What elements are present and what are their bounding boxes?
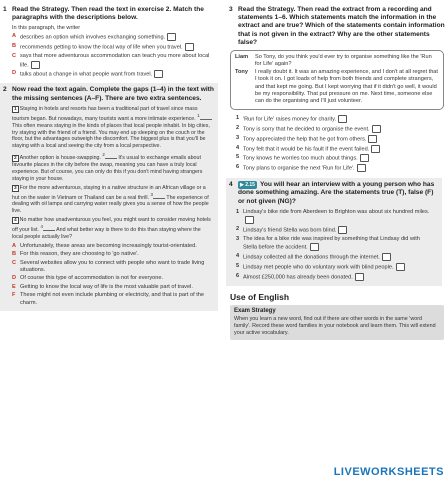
paragraph-number: 3	[14, 185, 17, 191]
sentence-option	[12, 275, 210, 282]
option-text: describes an option which involves exchanging something.	[20, 34, 166, 41]
option-text: recommends getting to know the local way of life when you travel.	[20, 44, 183, 51]
statement-item	[236, 135, 442, 144]
answer-box[interactable]	[371, 145, 380, 153]
answer-box[interactable]	[185, 43, 194, 51]
statement-number: 2	[236, 226, 240, 233]
gap-input[interactable]	[43, 230, 55, 231]
statement-number: 1	[236, 114, 240, 121]
text-paragraph	[12, 185, 212, 216]
statement-number: 3	[236, 236, 240, 242]
answer-box[interactable]	[245, 216, 254, 224]
dialogue-box	[230, 50, 444, 110]
paragraph-text-end: And what better way is there to do this than staying where the local people actually live?	[12, 227, 201, 241]
gap-number: 2	[102, 151, 105, 157]
option-letter: D	[12, 70, 17, 77]
statement-number: 5	[236, 263, 240, 270]
statement-text: 'Run for Life' raises money for charity.	[243, 116, 337, 123]
statement-item	[236, 253, 434, 262]
option-letter: A	[12, 33, 17, 40]
option-text: talks about a change in what people want from travel.	[20, 71, 153, 78]
statement-number: 3	[236, 134, 240, 141]
sentence-option	[12, 292, 210, 307]
dialogue-text: So Tony, do you think you'd ever try to organise something like the 'Run for Life' again?	[255, 54, 432, 68]
option-text: says that more adventurous accommodation can teach you more about local life.	[20, 53, 210, 69]
statement-number: 5	[236, 154, 240, 161]
statement-item	[236, 164, 442, 173]
statement-item	[236, 209, 434, 225]
gap-number: 3	[150, 191, 153, 197]
audio-track-badge[interactable]: ▶ 2.15	[240, 182, 255, 189]
option-text: For this reason, they are choosing to 'go native'.	[20, 251, 139, 258]
statement-item	[236, 154, 442, 163]
paragraph-text: No matter how unadventurous you feel, you might want to consider moving hotels off your list.	[12, 217, 211, 234]
statement-text: Lindsay's friend Stella was born blind.	[243, 227, 337, 234]
exercise-1-instruction	[0, 6, 222, 22]
paragraph-number: 2	[14, 155, 17, 161]
answer-box[interactable]	[310, 243, 319, 251]
answer-box[interactable]	[368, 135, 377, 143]
statement-item	[236, 115, 442, 124]
exercise-1-intro: In this paragraph, the writer	[12, 25, 81, 32]
exam-strategy-box	[230, 305, 444, 340]
gap-number: 4	[40, 224, 43, 230]
option-item	[12, 70, 218, 79]
option-letter: C	[12, 53, 17, 60]
statement-item	[236, 273, 434, 282]
exercise-2-number: 2	[3, 86, 7, 94]
statement-number: 6	[236, 273, 240, 280]
speaker-name: Tony	[235, 68, 248, 75]
exercise-1-options	[0, 33, 222, 79]
paragraph-number: 4	[14, 218, 17, 224]
statement-item	[236, 263, 434, 272]
paragraph-text-end: It's usual to exchange emails about favourite places in the city before the swap, meaning you can have a truly local experience. But of course, you can only do this if you don't mind having strangers staying in your house.	[12, 154, 203, 182]
exercise-2-panel	[0, 83, 218, 311]
dialogue-text: I really doubt it. It was an amazing experience, and I don't at all regret that I took it on. I got loads of help from both friends and complete strangers, and that kept me going. But I kept worrying that if it didn't go well, it would be my responsibility. That put pressure on me. Next time, someone else can do the organising and I'll just volunteer.	[255, 68, 438, 105]
statement-number: 2	[236, 124, 240, 131]
statement-text: Tony plans to organise the next 'Run for Life'.	[243, 165, 355, 172]
exercise-3-text: Read the Strategy. Then read the extract from a recording and statements 1–6. Which statements match the information in the extract and are true? Which of the statements contain information that is not given in the extract? Why are the other statements false?	[238, 6, 445, 46]
answer-box[interactable]	[338, 115, 347, 123]
answer-box[interactable]	[154, 70, 163, 78]
paragraph-text-end: The experience of dealing with oil lamps and carrying water really gives you a sense of how the people live.	[12, 194, 209, 215]
statement-text: Lindsay met people who do voluntary work with blind people.	[243, 264, 394, 271]
statement-item	[236, 226, 434, 235]
exercise-2-options	[0, 243, 214, 307]
exercise-3-instruction	[226, 6, 446, 47]
statement-text: Tony is sorry that he decided to organise the event.	[243, 126, 370, 133]
exercise-2-text-body	[0, 106, 214, 241]
answer-box[interactable]	[355, 273, 364, 281]
exercise-2-instruction	[0, 86, 214, 102]
paragraph-text: Staying in hotels and resorts has been a traditional part of travel since mass tourism began. But nowadays, many tourists want a more intimate experience.	[12, 105, 198, 122]
answer-box[interactable]	[382, 253, 391, 261]
statement-text: Lindsay collected all the donations through the internet.	[243, 254, 380, 261]
option-letter: B	[12, 43, 17, 50]
option-letter: A	[12, 242, 17, 249]
statement-number: 4	[236, 144, 240, 151]
left-column	[0, 6, 222, 311]
sentence-option	[12, 251, 210, 258]
use-of-english-heading: Use of English	[230, 291, 290, 302]
statement-text: Tony appreciated the help that he got from others.	[243, 136, 367, 143]
statement-item	[236, 145, 442, 154]
statement-item	[236, 236, 434, 252]
statement-number: 4	[236, 253, 240, 260]
liveworksheets-logo	[334, 466, 444, 478]
audio-track-number: 2.15	[245, 182, 255, 189]
exercise-4-instruction	[226, 181, 438, 206]
speaker-name: Liam	[235, 54, 249, 61]
statement-text: Almost £250,000 has already been donated.	[243, 274, 353, 281]
gap-number: 1	[197, 113, 200, 119]
exercise-4-statements	[226, 209, 438, 282]
text-paragraph	[12, 106, 212, 150]
option-text: Getting to know the local way of life is the most valuable part of travel.	[20, 283, 193, 290]
exercise-3-statements	[226, 115, 446, 173]
exam-strategy-text: When you learn a new word, find out if there are other words in the same 'word family'. Record these word families in your notebook and learn them. This will extend your active vocabulary.	[234, 315, 436, 336]
answer-box[interactable]	[360, 154, 369, 162]
option-text: Several websites allow you to connect with people who want to trade living situations.	[20, 259, 205, 274]
exercise-4-panel	[226, 178, 442, 286]
statement-text: Tony felt that it would be his fault if the event failed.	[243, 146, 370, 153]
statement-number: 1	[236, 208, 240, 215]
exercise-1-text: Read the Strategy. Then read the text in exercise 2. Match the paragraphs with the descriptions below.	[12, 6, 204, 22]
text-paragraph	[12, 152, 212, 183]
dialogue-line	[235, 54, 439, 69]
option-item	[12, 53, 218, 69]
exercise-2-text: Now read the text again. Complete the gaps (1–4) in the text with the missing sentences (A–F). There are two extra sentences.	[12, 86, 214, 102]
gap-input[interactable]	[153, 198, 165, 199]
gap-input[interactable]	[200, 119, 212, 120]
text-paragraph	[12, 217, 212, 241]
option-letter: E	[12, 283, 16, 290]
option-item	[12, 33, 218, 42]
option-text: These might not even include plumbing or electricity, and that is part of the charm.	[20, 292, 204, 306]
statement-number: 6	[236, 164, 240, 171]
sentence-option	[12, 284, 210, 291]
answer-box[interactable]	[167, 33, 176, 41]
answer-box[interactable]	[396, 263, 405, 271]
answer-box[interactable]	[357, 164, 366, 172]
option-text: Of course this type of accommodation is not for everyone.	[20, 275, 164, 282]
statement-text: Tony knows he worries too much about things.	[243, 155, 358, 162]
option-letter: C	[12, 259, 17, 266]
paragraph-number: 1	[14, 106, 17, 112]
paragraph-text: Another option is house-swapping.	[19, 154, 103, 161]
dialogue-line	[235, 69, 439, 106]
paragraph-text-end: This often means staying in the kinds of places that local people inhabit. In big cities, try staying with the friend of a friend. You may end up sleeping on the couch or the floor, but the advantages outweigh the discomfort. The biggest plus is that you'll be staying with a local and seeing the city from a local perspective.	[12, 122, 210, 150]
sentence-option	[12, 243, 210, 250]
sentence-option	[12, 260, 210, 275]
option-letter: D	[12, 275, 17, 282]
statement-text: The idea for a bike ride was inspired by something that Lindsay did with Stella before the accident.	[243, 236, 420, 251]
exam-strategy-title: Exam Strategy	[234, 307, 276, 314]
exercise-4-number: 4	[229, 181, 233, 189]
statement-item	[236, 125, 442, 134]
footer-text: LIVEWORKSHEETS	[333, 466, 444, 478]
exercise-4-text: You will hear an interview with a young person who has done something amazing. Are the statements true (T), false (F) or not given (NG)?	[238, 181, 435, 205]
option-item	[12, 43, 218, 52]
paragraph-text: For the more adventurous, staying in a native structure in an African village or a hut on the water in Vietnam or Thailand can be a real thrill.	[12, 184, 206, 201]
exercise-1-number: 1	[3, 6, 7, 13]
exercise-3-number: 3	[229, 6, 233, 13]
option-letter: F	[12, 292, 16, 299]
right-column	[226, 6, 446, 340]
option-letter: B	[12, 251, 17, 258]
gap-input[interactable]	[105, 158, 117, 159]
answer-box[interactable]	[31, 61, 40, 69]
option-text: Unfortunately, these areas are becoming increasingly tourist-orientated.	[20, 242, 197, 249]
answer-box[interactable]	[372, 125, 381, 133]
statement-text: Lindsay's bike ride from Aberdeen to Brighton was about six hundred miles.	[243, 208, 430, 215]
answer-box[interactable]	[338, 226, 347, 234]
